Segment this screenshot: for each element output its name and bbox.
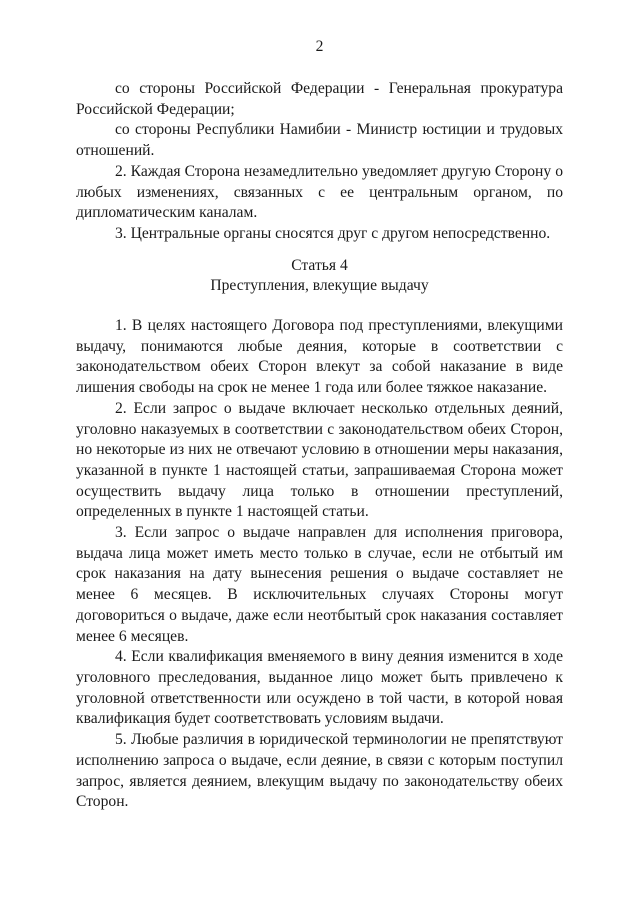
article-clause-2: 2. Если запрос о выдаче включает несколько отдельных деяний, уголовно наказуемых в соответствии с законодательством обеих Сторон, но некоторые из них не отвечают условию в отношении меры наказания, указанной в пункте 1 настоящей статьи, запрашиваемая Сторона может осуществить выдачу лица только в отношении преступлений, определенных в пункте 1 настоящей статьи. — [76, 399, 563, 521]
paragraph-clause-3: 3. Центральные органы сносятся друг с другом непосредственно. — [115, 224, 551, 242]
document-page — [76, 36, 563, 813]
article-title: Преступления, влекущие выдачу — [210, 277, 429, 295]
article-clause-5: 5. Любые различия в юридической терминологии не препятствуют исполнению запроса о выдаче, если деяние, в связи с которым поступил запрос, является деянием, влекущим выдачу по законодательству обеих Сторон. — [76, 731, 563, 811]
spacer — [76, 297, 563, 316]
article-clause-1: 1. В целях настоящего Договора под преступлениями, влекущими выдачу, понимаются любые деяния, которые в соответствии с законодательством обеих Сторон влекут за собой наказание в виде лишения свободы на срок не менее 1 года или более тяжкое наказание. — [76, 317, 563, 397]
article-number: Статья 4 — [291, 256, 348, 274]
spacer — [76, 245, 563, 256]
article-clause-3: 3. Если запрос о выдаче направлен для исполнения приговора, выдача лица может иметь место только в случае, если не отбытый им срок наказания на дату вынесения решения о выдаче составляет не менее 6 месяцев. В исключительных случаях Стороны могут договориться о выдаче, даже если неотбытый срок наказания составляет менее 6 месяцев. — [76, 524, 563, 645]
paragraph-prosecutor-russia: со стороны Российской Федерации - Генеральная прокуратура Российской Федерации; — [76, 80, 563, 118]
article-clause-4: 4. Если квалификация вменяемого в вину деяния изменится в ходе уголовного преследования, выданное лицо может быть привлечено к уголовной ответственности или осуждено в той части, в которой новая квалификация будет соответствовать условиям выдачи. — [76, 648, 563, 728]
page-number: 2 — [315, 38, 324, 55]
paragraph-minister-namibia: со стороны Республики Намибии - Министр юстиции и трудовых отношений. — [76, 121, 563, 160]
paragraph-clause-2: 2. Каждая Сторона незамедлительно уведомляет другую Сторону о любых изменениях, связанных с ее центральным органом, по дипломатическим каналам. — [76, 162, 563, 222]
